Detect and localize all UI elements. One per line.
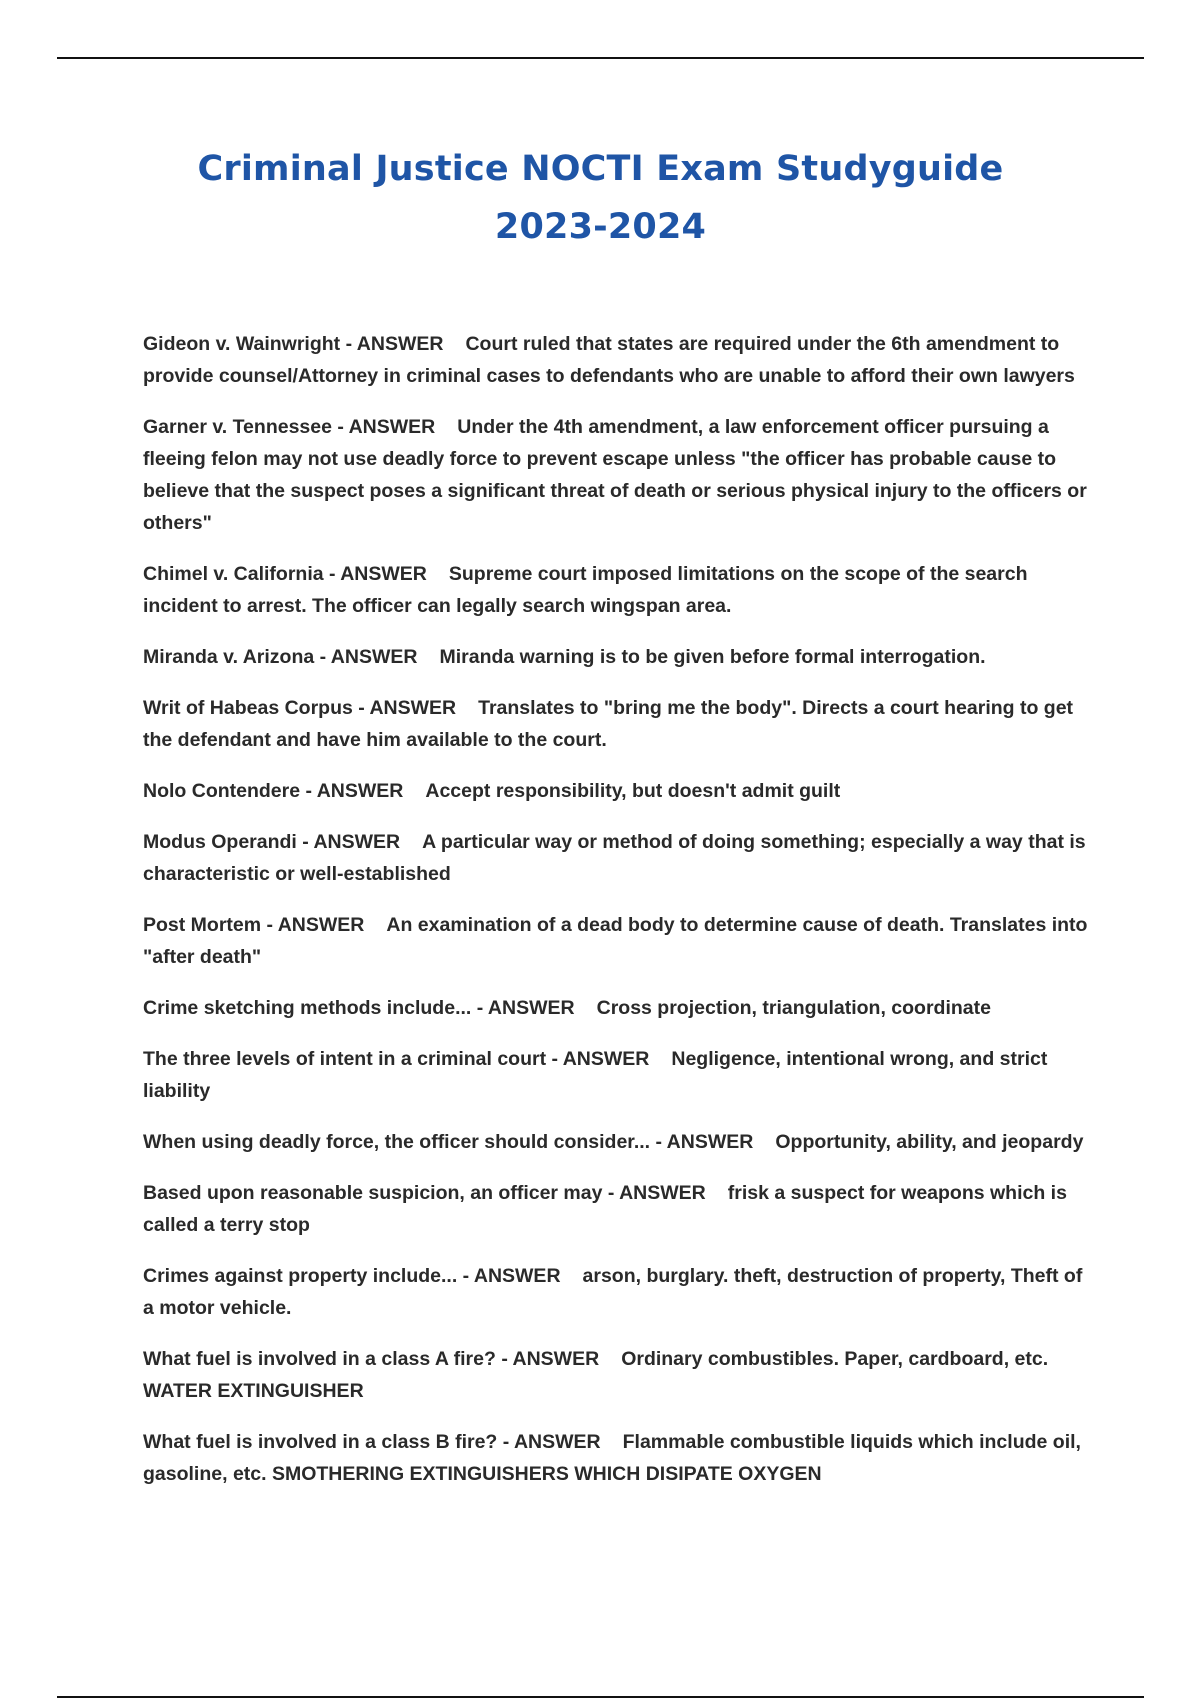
entry-answer: Accept responsibility, but doesn't admit guilt	[425, 780, 841, 802]
qa-entry	[143, 1043, 1098, 1107]
qa-entry	[143, 328, 1098, 392]
entry-term: What fuel is involved in a class A fire?	[143, 1348, 496, 1370]
entry-term: Gideon v. Wainwright	[143, 333, 341, 355]
entry-answer: Translates to "bring me the body". Directs a court hearing to get the defendant and have him available to the court.	[143, 697, 1074, 751]
qa-list	[143, 328, 1098, 1509]
entry-term: When using deadly force, the officer should consider...	[143, 1131, 651, 1153]
entry-answer: Miranda warning is to be given before formal interrogation.	[439, 646, 986, 668]
qa-entry	[143, 411, 1098, 539]
qa-entry	[143, 826, 1098, 890]
entry-term: Chimel v. California	[143, 563, 324, 585]
entry-term: Based upon reasonable suspicion, an officer may	[143, 1182, 603, 1204]
qa-entry	[143, 692, 1098, 756]
answer-separator: - ANSWER	[340, 333, 444, 355]
qa-entry	[143, 1177, 1098, 1241]
entry-term: Miranda v. Arizona	[143, 646, 315, 668]
title-line-2: 2023-2024	[494, 207, 707, 247]
answer-separator: - ANSWER	[546, 1048, 650, 1070]
entry-answer: Under the 4th amendment, a law enforcement officer pursuing a fleeing felon may not use deadly force to prevent escape unless "the officer has probable cause to believe that the suspect poses a significant threat of death or serious physical injury to the officers or others"	[143, 416, 1087, 534]
answer-separator: - ANSWER	[331, 416, 436, 438]
answer-separator: - ANSWER	[261, 914, 365, 936]
qa-entry	[143, 775, 1098, 807]
answer-separator: - ANSWER	[602, 1182, 706, 1204]
top-divider	[57, 57, 1144, 59]
entry-answer: Ordinary combustibles. Paper, cardboard, etc. WATER EXTINGUISHER	[143, 1348, 1049, 1402]
entry-answer: A particular way or method of doing something; especially a way that is characteristic or well-established	[143, 831, 1086, 885]
entry-answer: Opportunity, ability, and jeopardy	[775, 1131, 1084, 1153]
entry-term: Garner v. Tennessee	[143, 416, 332, 438]
qa-entry	[143, 1343, 1098, 1407]
answer-separator: - ANSWER	[314, 646, 418, 668]
qa-entry	[143, 641, 1098, 673]
entry-term: Writ of Habeas Corpus	[143, 697, 353, 719]
entry-term: Nolo Contendere	[143, 780, 301, 802]
answer-separator: - ANSWER	[650, 1131, 754, 1153]
document-title	[57, 140, 1144, 256]
entry-answer: Flammable combustible liquids which include oil, gasoline, etc. SMOTHERING EXTINGUISHERS WHICH DISIPATE OXYGEN	[143, 1431, 1081, 1485]
qa-entry	[143, 558, 1098, 622]
answer-separator: - ANSWER	[497, 1431, 601, 1453]
entry-term: The three levels of intent in a criminal court	[143, 1048, 547, 1070]
answer-separator: - ANSWER	[352, 697, 457, 719]
answer-separator: - ANSWER	[471, 997, 575, 1019]
entry-answer: Negligence, intentional wrong, and strict liability	[143, 1048, 1048, 1102]
entry-answer: Supreme court imposed limitations on the scope of the search incident to arrest. The officer can legally search wingspan area.	[143, 563, 1028, 617]
bottom-divider	[57, 1696, 1144, 1698]
entry-answer: Court ruled that states are required under the 6th amendment to provide counsel/Attorney in criminal cases to defendants who are unable to afford their own lawyers	[143, 333, 1075, 387]
answer-separator: - ANSWER	[323, 563, 427, 585]
answer-separator: - ANSWER	[300, 780, 404, 802]
answer-separator: - ANSWER	[457, 1265, 561, 1287]
entry-answer: An examination of a dead body to determine cause of death. Translates into "after death"	[143, 914, 1088, 968]
title-line-1: Criminal Justice NOCTI Exam Studyguide	[197, 149, 1004, 189]
qa-entry	[143, 909, 1098, 973]
entry-answer: arson, burglary. theft, destruction of property, Theft of a motor vehicle.	[143, 1265, 1083, 1319]
qa-entry	[143, 1426, 1098, 1490]
entry-answer: Cross projection, triangulation, coordinate	[596, 997, 991, 1019]
entry-term: Crimes against property include...	[143, 1265, 458, 1287]
qa-entry	[143, 992, 1098, 1024]
answer-separator: - ANSWER	[296, 831, 401, 853]
qa-entry	[143, 1126, 1098, 1158]
entry-term: Post Mortem	[143, 914, 262, 936]
entry-term: Crime sketching methods include...	[143, 997, 472, 1019]
answer-separator: - ANSWER	[495, 1348, 600, 1370]
entry-term: What fuel is involved in a class B fire?	[143, 1431, 498, 1453]
entry-answer: frisk a suspect for weapons which is called a terry stop	[143, 1182, 1067, 1236]
qa-entry	[143, 1260, 1098, 1324]
entry-term: Modus Operandi	[143, 831, 297, 853]
